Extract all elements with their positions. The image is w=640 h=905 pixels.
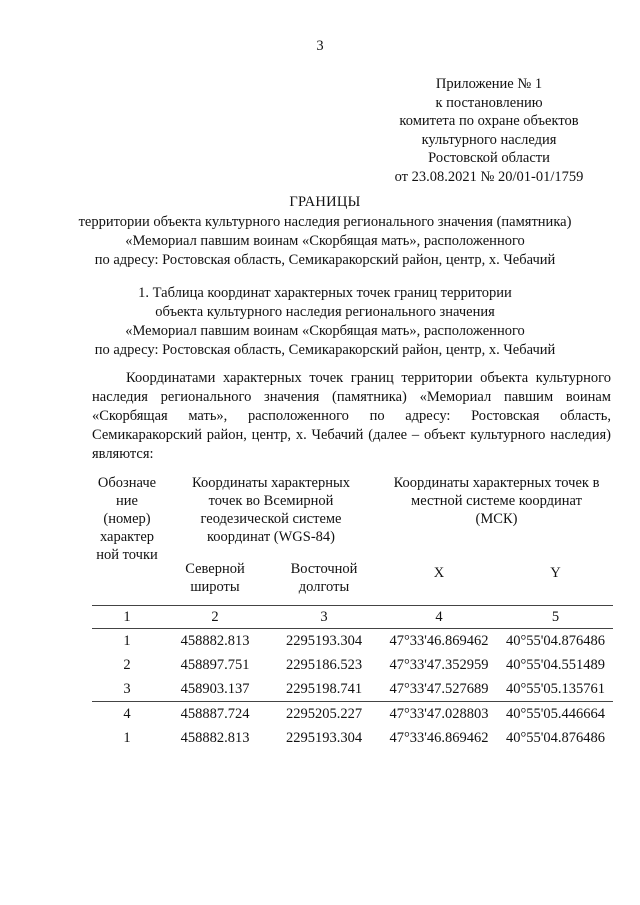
table-row [92,702,613,727]
appendix-line: комитета по охране объектов [399,113,579,129]
y-value: 40°55'04.551489 [505,657,606,673]
header-line: координат (WGS-84) [207,529,335,545]
header-line: (МСК) [475,511,518,527]
heading-line: «Мемориал павшим воинам «Скорбящая мать», расположенного [125,233,525,249]
east-value: 2295198.741 [285,681,363,697]
table-caption-line: 1. Таблица координат характерных точек границ территории [138,285,512,301]
header-line: характер [99,529,155,545]
north-value: 458882.813 [180,633,250,649]
header-line: (номер) [103,511,151,527]
column-number: 5 [498,606,613,629]
north-value: 458887.724 [162,702,268,727]
header-line: геодезической системе [200,511,342,527]
header-point-designation [92,474,162,606]
heading-title: ГРАНИЦЫ [289,194,361,210]
table-row [92,726,613,750]
intro-paragraph: Координатами характерных точек границ территории объекта культурного наследия регионального значения (памятника) «Мемориал павшим воинам «Скорбящая мать», расположенного по адресу: Ростовская область, Семикаракорский район, центр, х. Чебачий (далее – объект культурного наследия) являются: [92,370,611,462]
point-number: 1 [123,730,131,746]
header-line: Обозначе [97,475,157,491]
header-wgs84-group [162,474,380,560]
column-number: 2 [162,606,268,629]
appendix-line: к постановлению [435,94,543,111]
header-line: долготы [298,579,350,595]
column-number: 4 [380,606,498,629]
point-number: 1 [123,633,131,649]
header-line: местной системе координат [411,493,582,509]
heading-line: по адресу: Ростовская область, Семикаракорский район, центр, х. Чебачий [94,252,556,268]
north-value: 458903.137 [180,681,250,697]
appendix-line: Приложение № 1 [435,76,543,92]
coordinates-table [92,474,613,750]
header-line: ние [116,493,138,509]
header-line: широты [190,579,240,595]
header-line: ной точки [96,547,158,563]
header-line: Y [550,565,561,581]
header-north-latitude [162,560,268,606]
north-value: 458882.813 [180,730,250,746]
appendix-line: от 23.08.2021 № 20/01-01/1759 [394,168,584,185]
y-value: 40°55'04.876486 [505,633,606,649]
x-value: 47°33'47.527689 [389,681,489,697]
appendix-line: Ростовской области [428,150,550,166]
table-row [92,653,613,677]
x-value: 47°33'46.869462 [389,730,489,746]
header-line: X [433,565,445,581]
east-value: 2295186.523 [285,657,363,673]
appendix-line: культурного наследия [421,131,557,148]
header-line: Координаты характерных [192,475,350,491]
column-number-row [92,606,613,629]
table-row [92,629,613,654]
y-value: 40°55'05.446664 [498,702,613,727]
north-value: 458897.751 [180,657,250,673]
table-caption [60,284,590,360]
header-line: Восточной [290,561,358,577]
x-value: 47°33'46.869462 [389,633,489,649]
point-number: 4 [92,702,162,727]
x-value: 47°33'47.028803 [380,702,498,727]
appendix-block [378,75,600,186]
document-heading [60,193,590,270]
header-line: Северной [185,561,245,577]
east-value: 2295193.304 [285,633,363,649]
y-value: 40°55'04.876486 [505,730,606,746]
point-number: 3 [123,681,131,697]
table-row [92,677,613,702]
table-caption-line: объекта культурного наследия регионального значения [155,304,495,320]
header-line: точек во Всемирной [208,493,334,509]
header-east-longitude [268,560,380,606]
column-number: 1 [92,606,162,629]
x-value: 47°33'47.352959 [389,657,489,673]
y-value: 40°55'05.135761 [505,681,606,697]
header-x [380,560,498,606]
east-value: 2295193.304 [285,730,363,746]
point-number: 2 [123,657,131,673]
header-msk-group [380,474,613,560]
table-caption-line: «Мемориал павшим воинам «Скорбящая мать», расположенного [125,323,525,339]
header-y [498,560,613,606]
east-value: 2295205.227 [268,702,380,727]
column-number: 3 [268,606,380,629]
heading-line: территории объекта культурного наследия регионального значения (памятника) [78,214,572,230]
page-number: 3 [316,38,324,54]
header-line: Координаты характерных точек в [393,475,600,491]
table-caption-line: по адресу: Ростовская область, Семикаракорский район, центр, х. Чебачий [94,342,556,358]
